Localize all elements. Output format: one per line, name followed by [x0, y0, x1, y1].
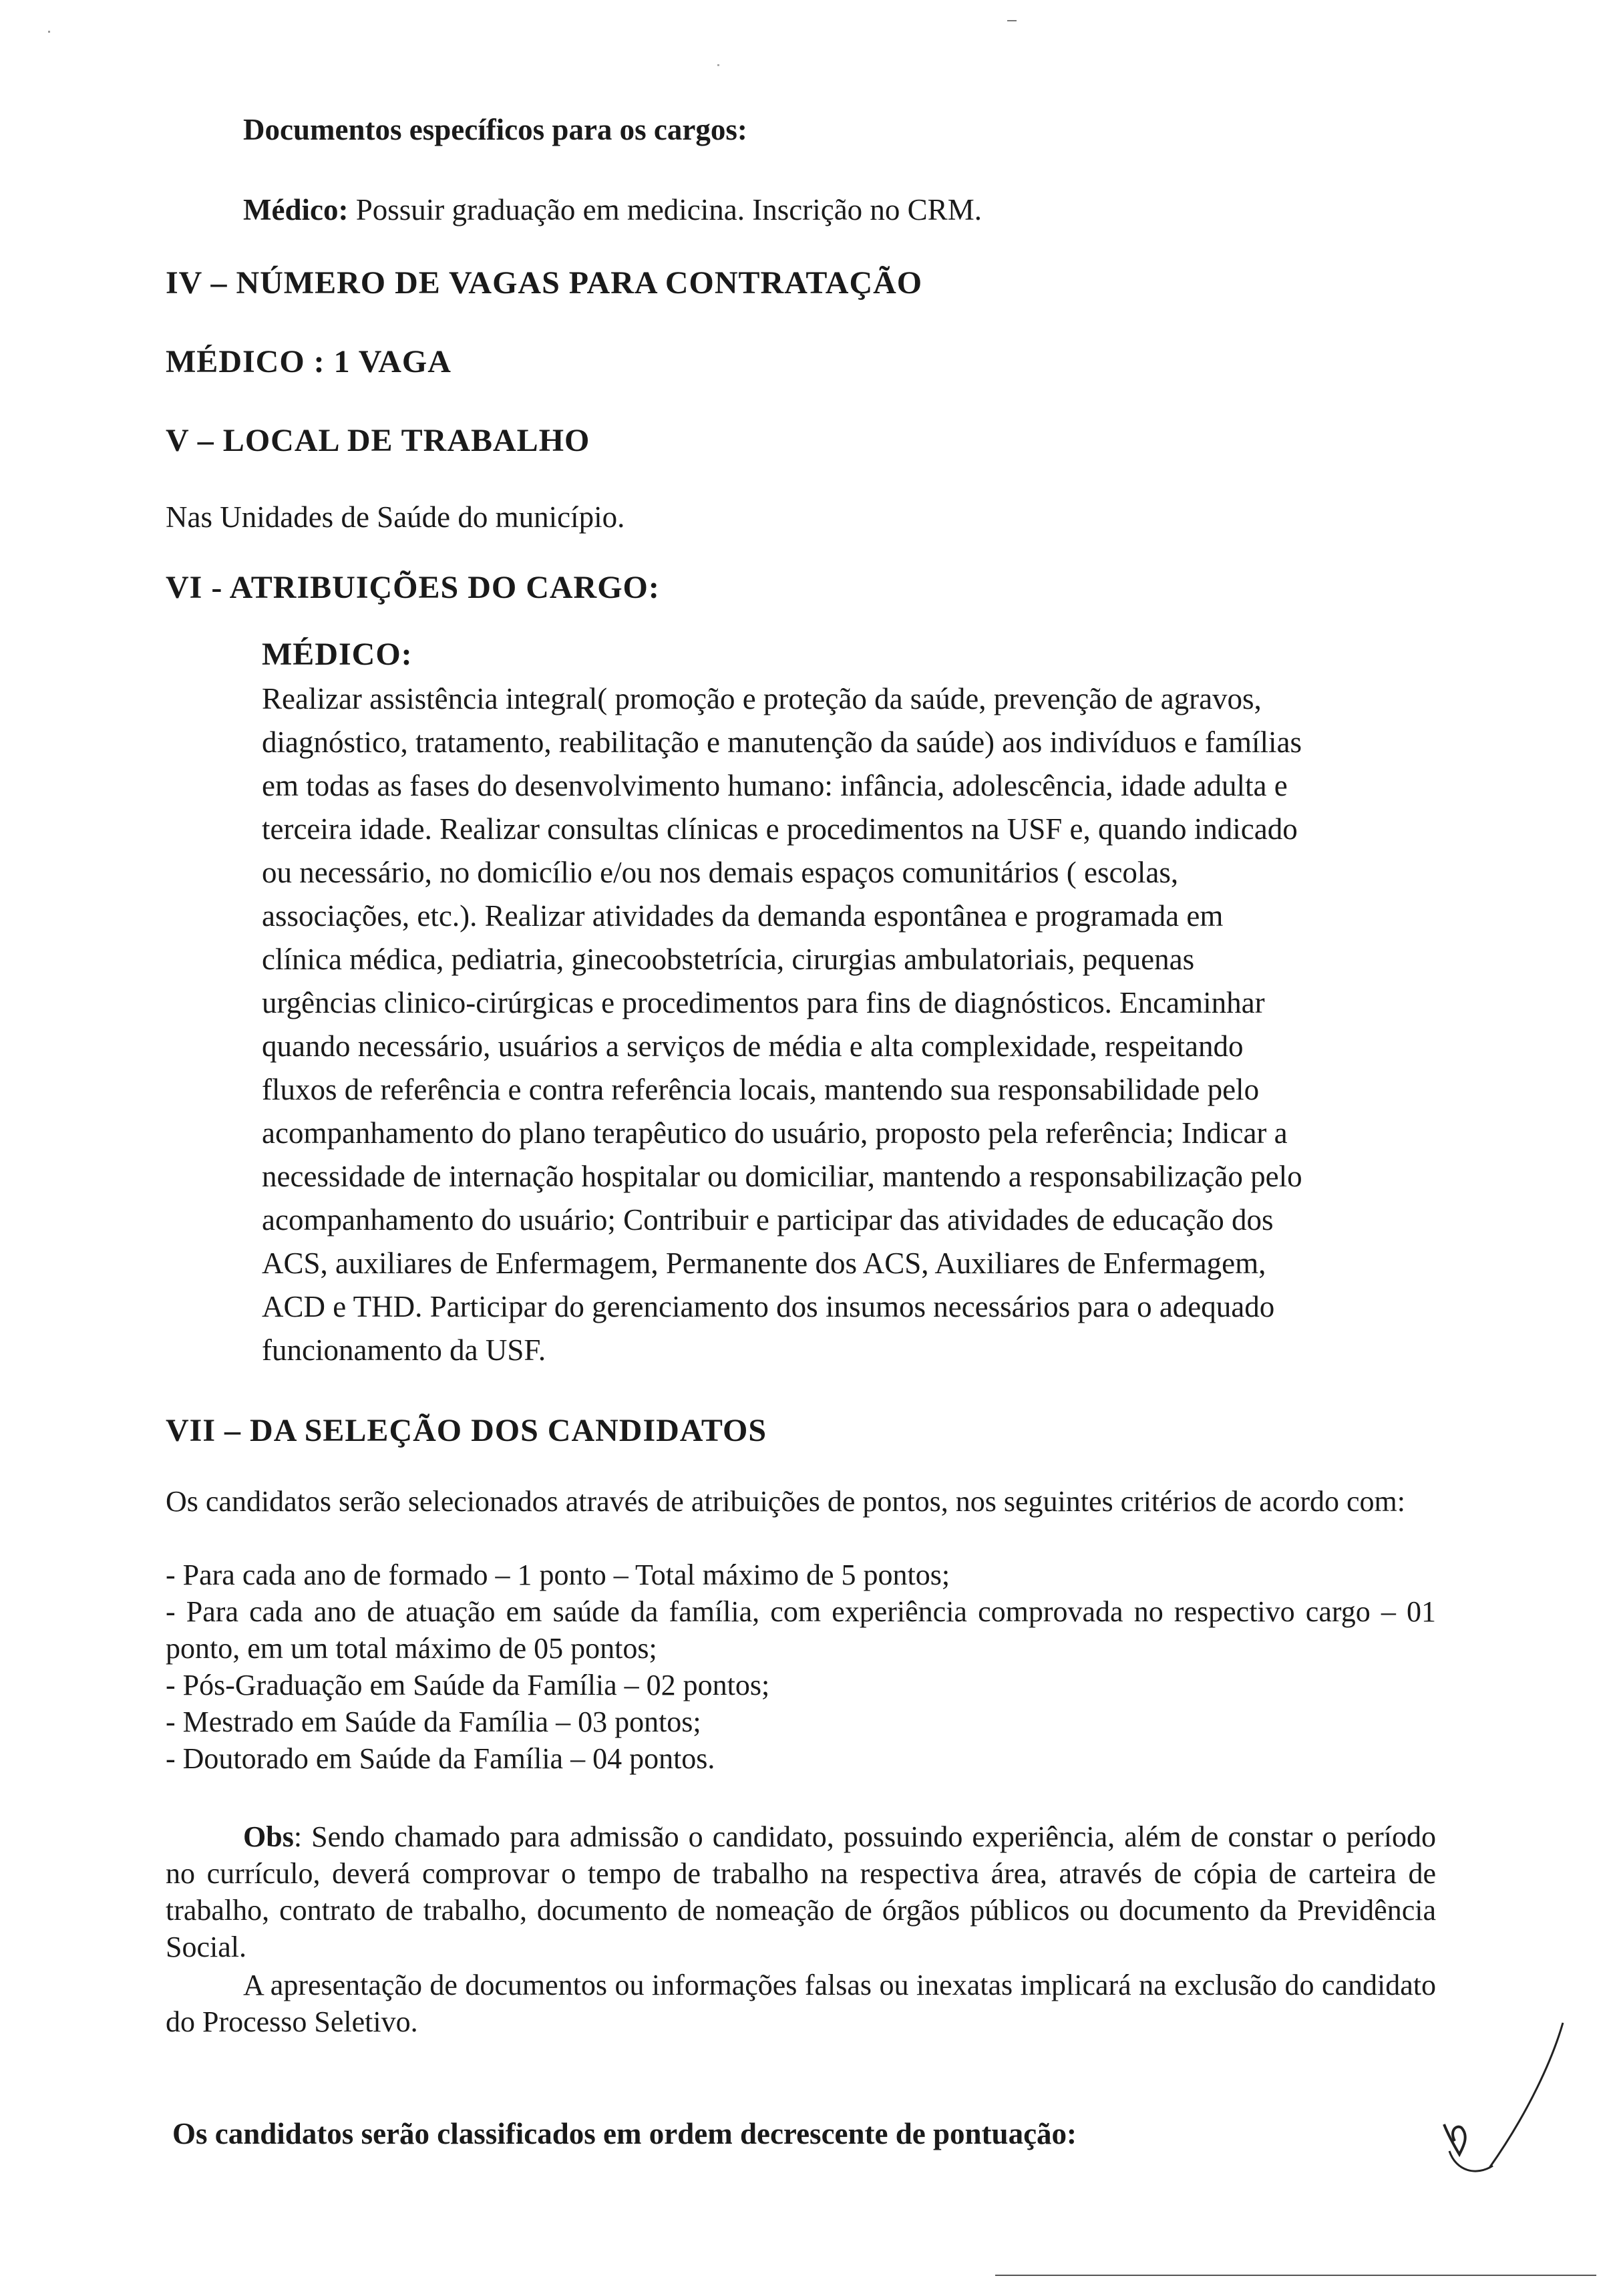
section-vii-title: VII – DA SELEÇÃO DOS CANDIDATOS: [166, 1413, 767, 1448]
criteria-item: - Pós-Graduação em Saúde da Família – 02 pontos;: [166, 1669, 770, 1701]
section-vi-subtitle: MÉDICO:: [262, 637, 413, 672]
docs-medico-label: Médico:: [243, 193, 349, 226]
section-v-title: V – LOCAL DE TRABALHO: [166, 423, 590, 458]
attributions-line: diagnóstico, tratamento, reabilitação e manutenção da saúde) aos indivíduos e famílias: [262, 725, 1302, 759]
scan-speck: [717, 64, 719, 66]
scan-speck: [1007, 20, 1017, 21]
obs-paragraph: [166, 1818, 1436, 1965]
attributions-line: urgências clinico-cirúrgicas e procedimentos para fins de diagnósticos. Encaminhar: [262, 986, 1265, 1019]
classification-heading: Os candidatos serão classificados em ordem decrescente de pontuação:: [172, 2117, 1077, 2150]
section-iv-title: IV – NÚMERO DE VAGAS PARA CONTRATAÇÃO: [166, 265, 923, 301]
attributions-line: quando necessário, usuários a serviços de média e alta complexidade, respeitando: [262, 1029, 1244, 1063]
attributions-line: associações, etc.). Realizar atividades da demanda espontânea e programada em: [262, 899, 1224, 933]
section-iv-vaga: MÉDICO : 1 VAGA: [166, 344, 452, 379]
criteria-item: - Doutorado em Saúde da Família – 04 pontos.: [166, 1742, 715, 1775]
attributions-line: ACD e THD. Participar do gerenciamento dos insumos necessários para o adequado: [262, 1290, 1275, 1323]
attributions-line: ou necessário, no domicílio e/ou nos demais espaços comunitários ( escolas,: [262, 856, 1179, 889]
scan-speck: [48, 31, 50, 33]
obs-label: Obs: [243, 1820, 294, 1853]
criteria-item: - Para cada ano de atuação em saúde da família, com experiência comprovada no respectivo cargo – 01 ponto, em um total máximo de 05 pontos;: [166, 1595, 1436, 1665]
criteria-item: - Mestrado em Saúde da Família – 03 pontos;: [166, 1705, 701, 1738]
attributions-line: ACS, auxiliares de Enfermagem, Permanente dos ACS, Auxiliares de Enfermagem,: [262, 1247, 1266, 1280]
attributions-line: necessidade de internação hospitalar ou domiciliar, mantendo a responsabilização pelo: [262, 1160, 1302, 1193]
section-v-text: Nas Unidades de Saúde do município.: [166, 500, 625, 534]
attributions-line: Realizar assistência integral( promoção e proteção da saúde, prevenção de agravos,: [262, 682, 1262, 715]
attributions-paragraph: [262, 677, 1302, 1372]
attributions-line: funcionamento da USF.: [262, 1333, 546, 1367]
attributions-line: terceira idade. Realizar consultas clínicas e procedimentos na USF e, quando indicado: [262, 812, 1298, 846]
bottom-rule: [995, 2275, 1596, 2276]
attributions-line: clínica médica, pediatria, ginecoobstetrícia, cirurgias ambulatoriais, pequenas: [262, 943, 1195, 976]
criteria-list: [166, 1556, 1436, 1777]
section-vi-title: VI - ATRIBUIÇÕES DO CARGO:: [166, 570, 660, 605]
false-docs-paragraph: A apresentação de documentos ou informações falsas ou inexatas implicará na exclusão do candidato do Processo Seletivo.: [166, 1969, 1436, 2038]
docs-medico-text: Possuir graduação em medicina. Inscrição no CRM.: [348, 193, 982, 226]
attributions-line: fluxos de referência e contra referência locais, mantendo sua responsabilidade pelo: [262, 1073, 1260, 1106]
obs-text: : Sendo chamado para admissão o candidato, possuindo experiência, além de constar o período no currículo, deverá comprovar o tempo de trabalho na respectiva área, através de cópia de carteira de trabalho, contrato de trabalho, documento de nomeação de órgãos públicos ou documento da Previdência Social.: [166, 1820, 1436, 1963]
docs-heading: Documentos específicos para os cargos:: [243, 113, 747, 146]
attributions-line: acompanhamento do usuário; Contribuir e participar das atividades de educação dos: [262, 1203, 1274, 1237]
attributions-line: em todas as fases do desenvolvimento humano: infância, adolescência, idade adulta e: [262, 769, 1288, 802]
handwritten-initial-signature: [1429, 2017, 1583, 2178]
attributions-line: acompanhamento do plano terapêutico do usuário, proposto pela referência; Indicar a: [262, 1116, 1288, 1150]
docs-medico-line: [243, 195, 982, 225]
selection-intro: Os candidatos serão selecionados através de atribuições de pontos, nos seguintes critérios de acordo com:: [166, 1485, 1405, 1518]
criteria-item: - Para cada ano de formado – 1 ponto – Total máximo de 5 pontos;: [166, 1559, 950, 1591]
